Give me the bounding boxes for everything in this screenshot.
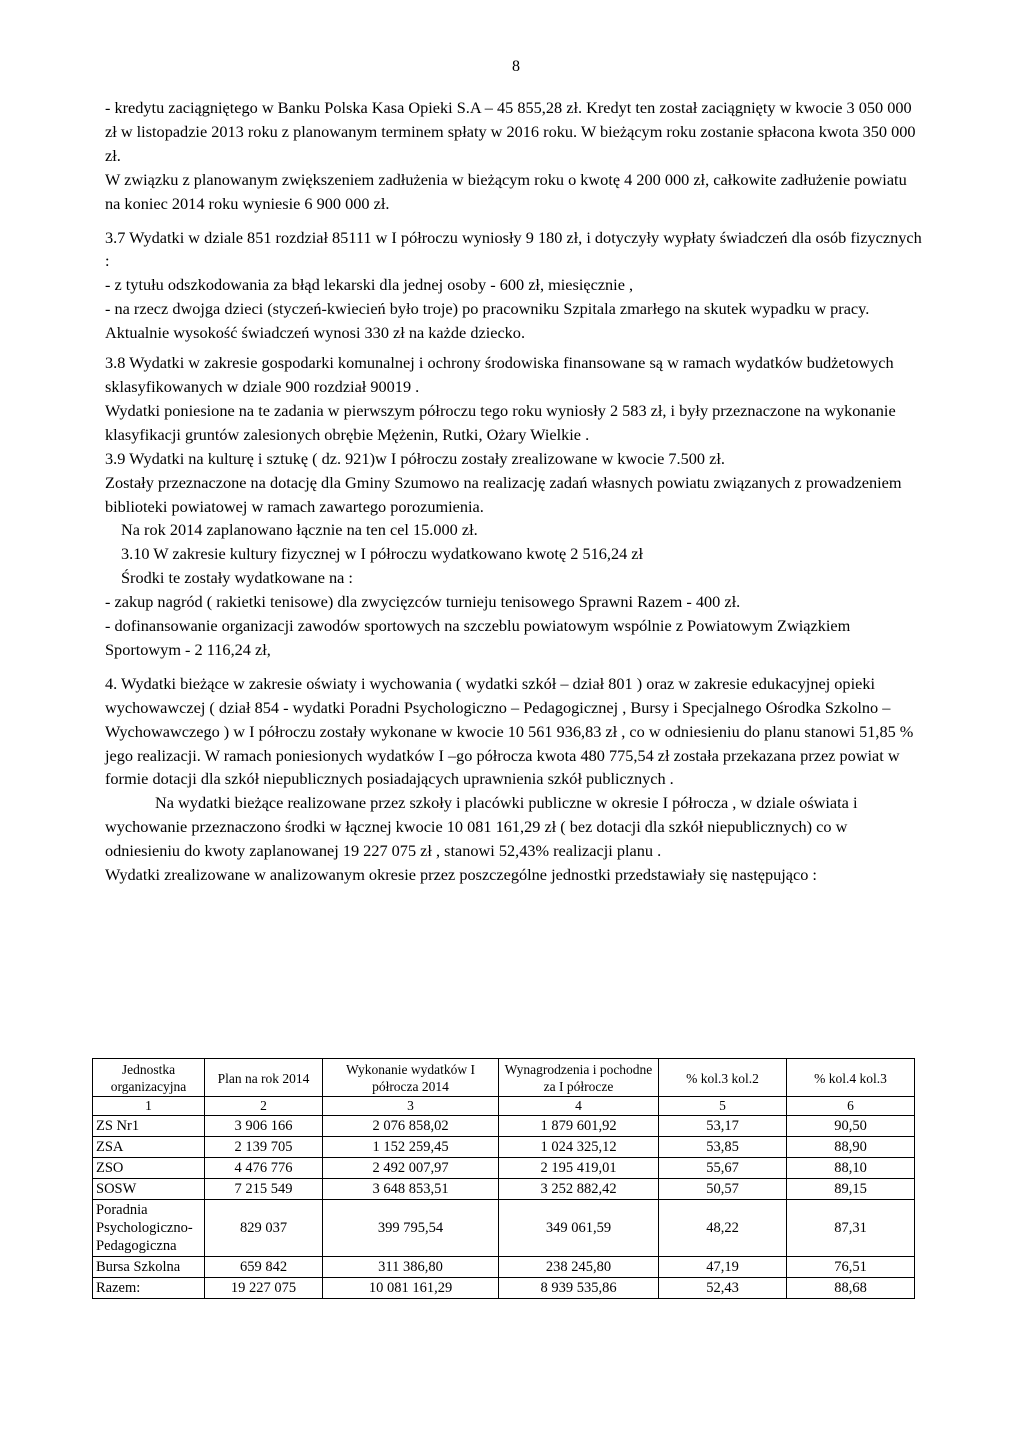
- table-cell: ZSA: [93, 1137, 205, 1158]
- expenditure-table: [92, 1058, 915, 1299]
- table-cell: ZSO: [93, 1158, 205, 1179]
- paragraph-3-9: 3.9 Wydatki na kulturę i sztukę ( dz. 921)w I półroczu zostały zrealizowane w kwocie 7.500 zł.: [105, 448, 725, 468]
- table-cell: 88,68: [787, 1278, 915, 1299]
- table-column-numbers: [93, 1097, 915, 1116]
- table-cell: 89,15: [787, 1179, 915, 1200]
- table-cell: ZS Nr1: [93, 1116, 205, 1137]
- paragraph-3-8: 3.8 Wydatki w zakresie gospodarki komunalnej i ochrony środowiska finansowane są w ramach wydatków budżetowych sklasyfikowanych w dziale 900 rozdział 90019 .: [105, 353, 894, 396]
- header-execution: Wykonanie wydatków I półrocza 2014: [323, 1059, 499, 1097]
- table-cell: 829 037: [205, 1200, 323, 1257]
- table-cell: 47,19: [659, 1257, 787, 1278]
- table-cell: 53,85: [659, 1137, 787, 1158]
- table-cell: 238 245,80: [499, 1257, 659, 1278]
- table-row-total: [93, 1278, 915, 1299]
- header-unit: Jednostka organizacyjna: [93, 1059, 205, 1097]
- table-cell: 88,10: [787, 1158, 915, 1179]
- paragraph-3-10: 3.10 W zakresie kultury fizycznej w I półroczu wydatkowano kwotę 2 516,24 zł: [121, 544, 644, 564]
- table-row: [93, 1200, 915, 1257]
- paragraph-3-8-costs: Wydatki poniesione na te zadania w pierwszym półroczu tego roku wyniosły 2 583 zł, i były przeznaczone na wykonanie klasyfikacji gruntów zalesionych obrębie Mężenin, Rutki, Ożary Wielkie .: [105, 400, 896, 444]
- table-cell: 10 081 161,29: [323, 1278, 499, 1299]
- paragraph-sports: - dofinansowanie organizacji zawodów sportowych na szczeblu powiatowym wspólnie z Powiatowym Związkiem Sportowym - 2 116,24 zł,: [105, 616, 851, 659]
- table-cell: 1 879 601,92: [499, 1116, 659, 1137]
- table-row: [93, 1137, 915, 1158]
- header-pct-3-2: % kol.3 kol.2: [659, 1059, 787, 1097]
- column-number: 4: [499, 1097, 659, 1116]
- table-cell: 399 795,54: [323, 1200, 499, 1257]
- column-number: 2: [205, 1097, 323, 1116]
- table-cell: Bursa Szkolna: [93, 1257, 205, 1278]
- paragraph-3-9-subsidy: Zostały przeznaczone na dotację dla Gminy Szumowo na realizację zadań własnych powiatu związanych z prowadzeniem biblioteki powiatowej w ramach zawartego porozumienia.: [105, 472, 902, 516]
- table-row: [93, 1158, 915, 1179]
- table-cell: 88,90: [787, 1137, 915, 1158]
- table-cell: 7 215 549: [205, 1179, 323, 1200]
- paragraph-3-7: 3.7 Wydatki w dziale 851 rozdział 85111 w I półroczu wyniosły 9 180 zł, i dotyczyły wypłaty świadczeń dla osób fizycznych :: [105, 227, 922, 271]
- table-cell: 1 024 325,12: [499, 1137, 659, 1158]
- column-number: 3: [323, 1097, 499, 1116]
- table-cell: 52,43: [659, 1278, 787, 1299]
- paragraph-3-10-funds: Środki te zostały wydatkowane na :: [121, 568, 353, 588]
- table-cell: SOSW: [93, 1179, 205, 1200]
- column-number: 5: [659, 1097, 787, 1116]
- header-pct-4-3: % kol.4 kol.3: [787, 1059, 915, 1097]
- column-number: 1: [93, 1097, 205, 1116]
- paragraph-loan: - kredytu zaciągniętego w Banku Polska Kasa Opieki S.A – 45 855,28 zł. Kredyt ten został zaciągnięty w kwocie 3 050 000 zł w listopadzie 2013 roku z planowanym terminem spłaty w 2016 roku. W bieżącym roku zostanie spłacona kwota 350 000 zł.: [105, 98, 916, 165]
- table-cell: 87,31: [787, 1200, 915, 1257]
- paragraph-4-education: 4. Wydatki bieżące w zakresie oświaty i wychowania ( wydatki szkół – dział 801 ) oraz w zakresie edukacyjnej opieki wychowawczej ( dział 854 - wydatki Poradni Psychologiczno – Pedagogicznej , Bursy i Specjalnego Ośrodka Szkolno – Wychowawczego ) w I półroczu zostały wykonane w kwocie 10 561 936,83 zł , co w odniesieniu do planu stanowi 51,85 % jego realizacji. W ramach poniesionych wydatków I –go półrocza kwota 480 775,54 zł została przekazana przez powiat w formie dotacji dla szkół niepublicznych posiadających uprawnienia szkół publicznych .: [105, 673, 914, 789]
- paragraph-compensation: - z tytułu odszkodowania za błąd lekarski dla jednej osoby - 600 zł, miesięcznie ,: [105, 275, 634, 295]
- table-cell: 3 648 853,51: [323, 1179, 499, 1200]
- table-cell: 8 939 535,86: [499, 1278, 659, 1299]
- paragraph-children: - na rzecz dwojga dzieci (styczeń-kwiecień było troje) po pracowniku Szpitala zmarłego na skutek wypadku w pracy. Aktualnie wysokość świadczeń wynosi 330 zł na każde dziecko.: [105, 299, 870, 343]
- header-plan: Plan na rok 2014: [205, 1059, 323, 1097]
- table-cell: 311 386,80: [323, 1257, 499, 1278]
- table-cell: 53,17: [659, 1116, 787, 1137]
- paragraph-awards: - zakup nagród ( rakietki tenisowe) dla zwycięzców turnieju tenisowego Sprawni Razem - 400 zł.: [105, 592, 741, 612]
- paragraph-3-9-plan: Na rok 2014 zaplanowano łącznie na ten cel 15.000 zł.: [121, 520, 478, 540]
- table-cell: 2 195 419,01: [499, 1158, 659, 1179]
- table-cell: 2 492 007,97: [323, 1158, 499, 1179]
- table-cell: 1 152 259,45: [323, 1137, 499, 1158]
- table-cell: 19 227 075: [205, 1278, 323, 1299]
- column-number: 6: [787, 1097, 915, 1116]
- table-cell: 55,67: [659, 1158, 787, 1179]
- table-cell: 349 061,59: [499, 1200, 659, 1257]
- table-cell: Razem:: [93, 1278, 205, 1299]
- table-cell: 50,57: [659, 1179, 787, 1200]
- table-cell: 2 076 858,02: [323, 1116, 499, 1137]
- table-cell: 48,22: [659, 1200, 787, 1257]
- header-salaries: Wynagrodzenia i pochodne za I półrocze: [499, 1059, 659, 1097]
- table-cell: 3 252 882,42: [499, 1179, 659, 1200]
- table-row: [93, 1116, 915, 1137]
- table-cell: 90,50: [787, 1116, 915, 1137]
- paragraph-table-intro: Wydatki zrealizowane w analizowanym okresie przez poszczególne jednostki przedstawiały się następująco :: [105, 865, 817, 885]
- table-cell: Poradnia Psychologiczno-Pedagogiczna: [93, 1200, 205, 1257]
- table-cell: 2 139 705: [205, 1137, 323, 1158]
- paragraph-debt: W związku z planowanym zwiększeniem zadłużenia w bieżącym roku o kwotę 4 200 000 zł, całkowite zadłużenie powiatu na koniec 2014 roku wyniesie 6 900 000 zł.: [105, 169, 907, 213]
- page-number: 8: [512, 58, 520, 75]
- table-cell: 659 842: [205, 1257, 323, 1278]
- table-cell: 76,51: [787, 1257, 915, 1278]
- table-cell: 3 906 166: [205, 1116, 323, 1137]
- table-row: [93, 1257, 915, 1278]
- table-row: [93, 1179, 915, 1200]
- table-header-row: [93, 1059, 915, 1097]
- paragraph-public-schools: Na wydatki bieżące realizowane przez szkoły i placówki publiczne w okresie I półrocza , w dziale oświata i wychowanie przeznaczono środki w łącznej kwocie 10 081 161,29 zł ( bez dotacji dla szkół niepublicznych) co w odniesieniu do kwoty zaplanowanej 19 227 075 zł , stanowi 52,43% realizacji planu .: [105, 793, 858, 861]
- table-cell: 4 476 776: [205, 1158, 323, 1179]
- document-body: [105, 96, 925, 887]
